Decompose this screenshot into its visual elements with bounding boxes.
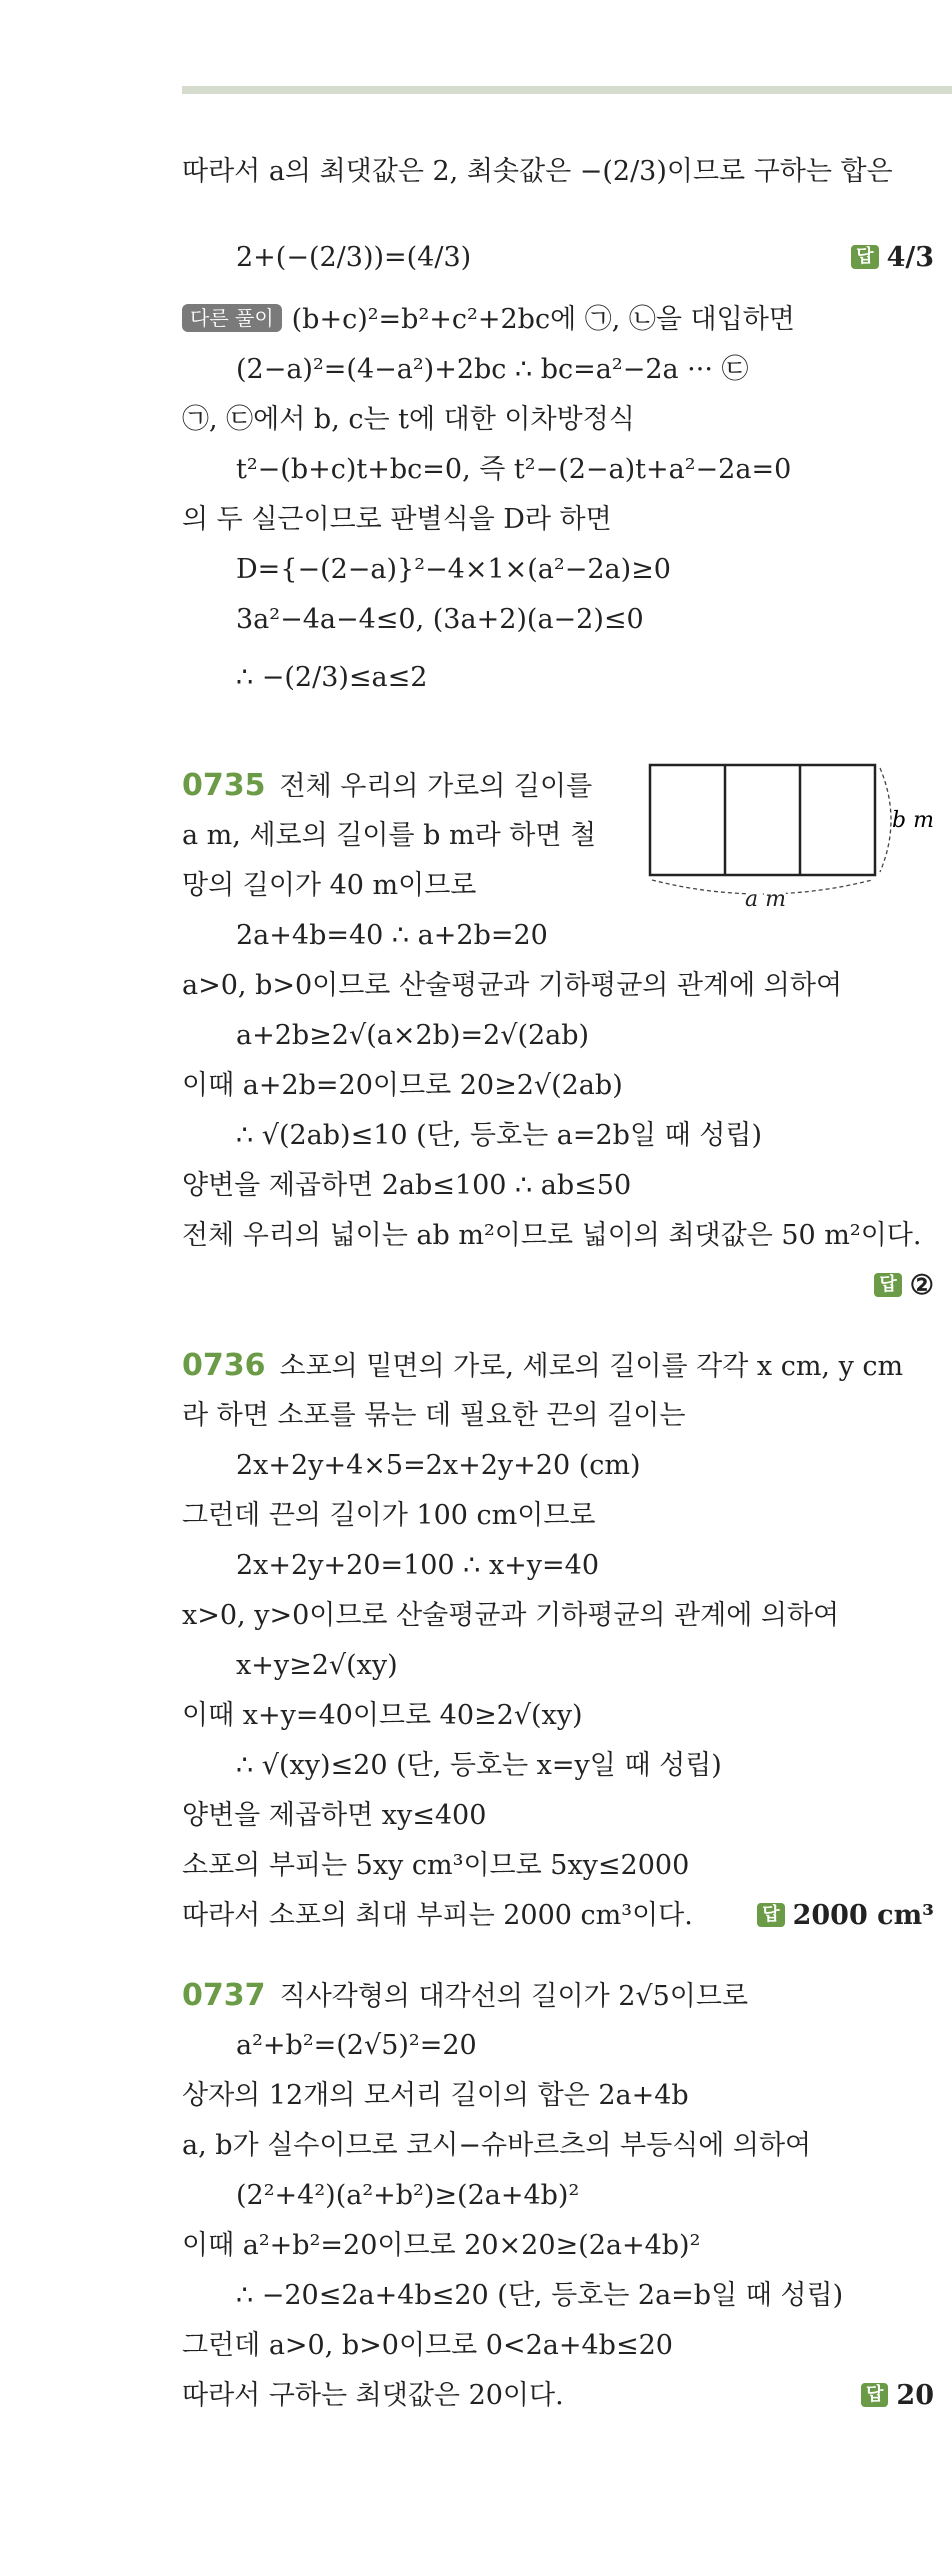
text-line: 따라서 구하는 최댓값은 20이다.	[182, 2380, 564, 2411]
text-line: x+y≥2√(xy)	[236, 1650, 398, 1681]
text-line: ㉠, ㉢에서 b, c는 t에 대한 이차방정식	[182, 404, 635, 435]
text-line: 의 두 실근이므로 판별식을 D라 하면	[182, 504, 612, 535]
text-line: 2x+2y+4×5=2x+2y+20 (cm)	[236, 1450, 641, 1481]
text-line: (b+c)²=b²+c²+2bc에 ㉠, ㉡을 대입하면	[291, 304, 795, 335]
text-line: 전체 우리의 넓이는 ab m²이므로 넓이의 최댓값은 50 m²이다.	[182, 1220, 922, 1251]
text-line: 이때 a²+b²=20이므로 20×20≥(2a+4b)²	[182, 2230, 701, 2261]
text-line: 상자의 12개의 모서리 길이의 합은 2a+4b	[182, 2080, 689, 2111]
problem-number: 0735	[182, 768, 266, 803]
text-line: 이때 x+y=40이므로 40≥2√(xy)	[182, 1700, 583, 1731]
problem-number: 0736	[182, 1348, 266, 1383]
text-line: a m, 세로의 길이를 b m라 하면 철	[182, 820, 597, 851]
b-label: b m	[892, 808, 934, 833]
text-line: ∴ −(2/3)≤a≤2	[236, 662, 428, 693]
answer-value: 2000 cm³	[792, 1900, 934, 1931]
problem-0737-head	[182, 1976, 748, 2017]
text-line: x>0, y>0이므로 산술평균과 기하평균의 관계에 의하여	[182, 1600, 840, 1631]
answer-735	[874, 1266, 934, 1306]
text-line: 양변을 제곱하면 2ab≤100 ∴ ab≤50	[182, 1170, 632, 1201]
text-line: 전체 우리의 가로의 길이를	[279, 771, 593, 802]
answer-736	[757, 1896, 934, 1936]
problem-number: 0737	[182, 1978, 266, 2013]
answer-value: 20	[896, 2380, 934, 2411]
fence-rectangle	[650, 765, 875, 875]
text-line: ∴ −20≤2a+4b≤20 (단, 등호는 2a=b일 때 성립)	[236, 2280, 844, 2311]
text-line: 라 하면 소포를 묶는 데 필요한 끈의 길이는	[182, 1400, 686, 1431]
answer-737	[861, 2376, 934, 2416]
text-line: 양변을 제곱하면 xy≤400	[182, 1800, 487, 1831]
text-line: t²−(b+c)t+bc=0, 즉 t²−(2−a)t+a²−2a=0	[236, 454, 792, 485]
text-line: 2+(−(2/3))=(4/3)	[236, 242, 472, 273]
text-line: (2−a)²=(4−a²)+2bc ∴ bc=a²−2a ··· ㉢	[236, 354, 749, 385]
text-line: a, b가 실수이므로 코시−슈바르츠의 부등식에 의하여	[182, 2130, 812, 2161]
text-line: 3a²−4a−4≤0, (3a+2)(a−2)≤0	[236, 604, 644, 635]
text-line: a+2b≥2√(a×2b)=2√(2ab)	[236, 1020, 590, 1051]
text-line: 2x+2y+20=100 ∴ x+y=40	[236, 1550, 600, 1581]
b-brace	[880, 768, 891, 872]
answer-734	[851, 238, 934, 278]
answer-badge: 답	[874, 1273, 901, 1297]
text-line: ∴ √(2ab)≤10 (단, 등호는 a=2b일 때 성립)	[236, 1120, 762, 1151]
text-line: 따라서 a의 최댓값은 2, 최솟값은 −(2/3)이므로 구하는 합은	[182, 156, 893, 187]
text-line: 따라서 소포의 최대 부피는 2000 cm³이다.	[182, 1900, 693, 1931]
text-line: 이때 a+2b=20이므로 20≥2√(2ab)	[182, 1070, 623, 1101]
text-line: 소포의 밑면의 가로, 세로의 길이를 각각 x cm, y cm	[279, 1351, 904, 1382]
problem-0735-head	[182, 766, 592, 807]
alt-solution-line	[182, 300, 795, 340]
text-line: 2a+4b=40 ∴ a+2b=20	[236, 920, 548, 951]
answer-value: 4/3	[886, 242, 934, 273]
text-line: a²+b²=(2√5)²=20	[236, 2030, 477, 2061]
text-line: (2²+4²)(a²+b²)≥(2a+4b)²	[236, 2180, 580, 2211]
problem-0736-head	[182, 1346, 903, 1387]
text-line: 직사각형의 대각선의 길이가 2√5이므로	[279, 1981, 749, 2012]
answer-value: ②	[909, 1270, 934, 1301]
alt-solution-badge: 다른 풀이	[182, 304, 282, 332]
text-line: 망의 길이가 40 m이므로	[182, 870, 477, 901]
text-line: ∴ √(xy)≤20 (단, 등호는 x=y일 때 성립)	[236, 1750, 722, 1781]
fence-diagram	[640, 760, 940, 910]
text-line: 소포의 부피는 5xy cm³이므로 5xy≤2000	[182, 1850, 690, 1881]
text-line: a>0, b>0이므로 산술평균과 기하평균의 관계에 의하여	[182, 970, 843, 1001]
answer-badge: 답	[861, 2383, 888, 2407]
answer-badge: 답	[851, 245, 878, 269]
a-label: a m	[745, 887, 786, 910]
text-line: 그런데 a>0, b>0이므로 0<2a+4b≤20	[182, 2330, 673, 2361]
text-line: D={−(2−a)}²−4×1×(a²−2a)≥0	[236, 554, 671, 585]
text-line: 그런데 끈의 길이가 100 cm이므로	[182, 1500, 596, 1531]
top-divider-bar	[182, 86, 952, 94]
answer-badge: 답	[757, 1903, 784, 1927]
